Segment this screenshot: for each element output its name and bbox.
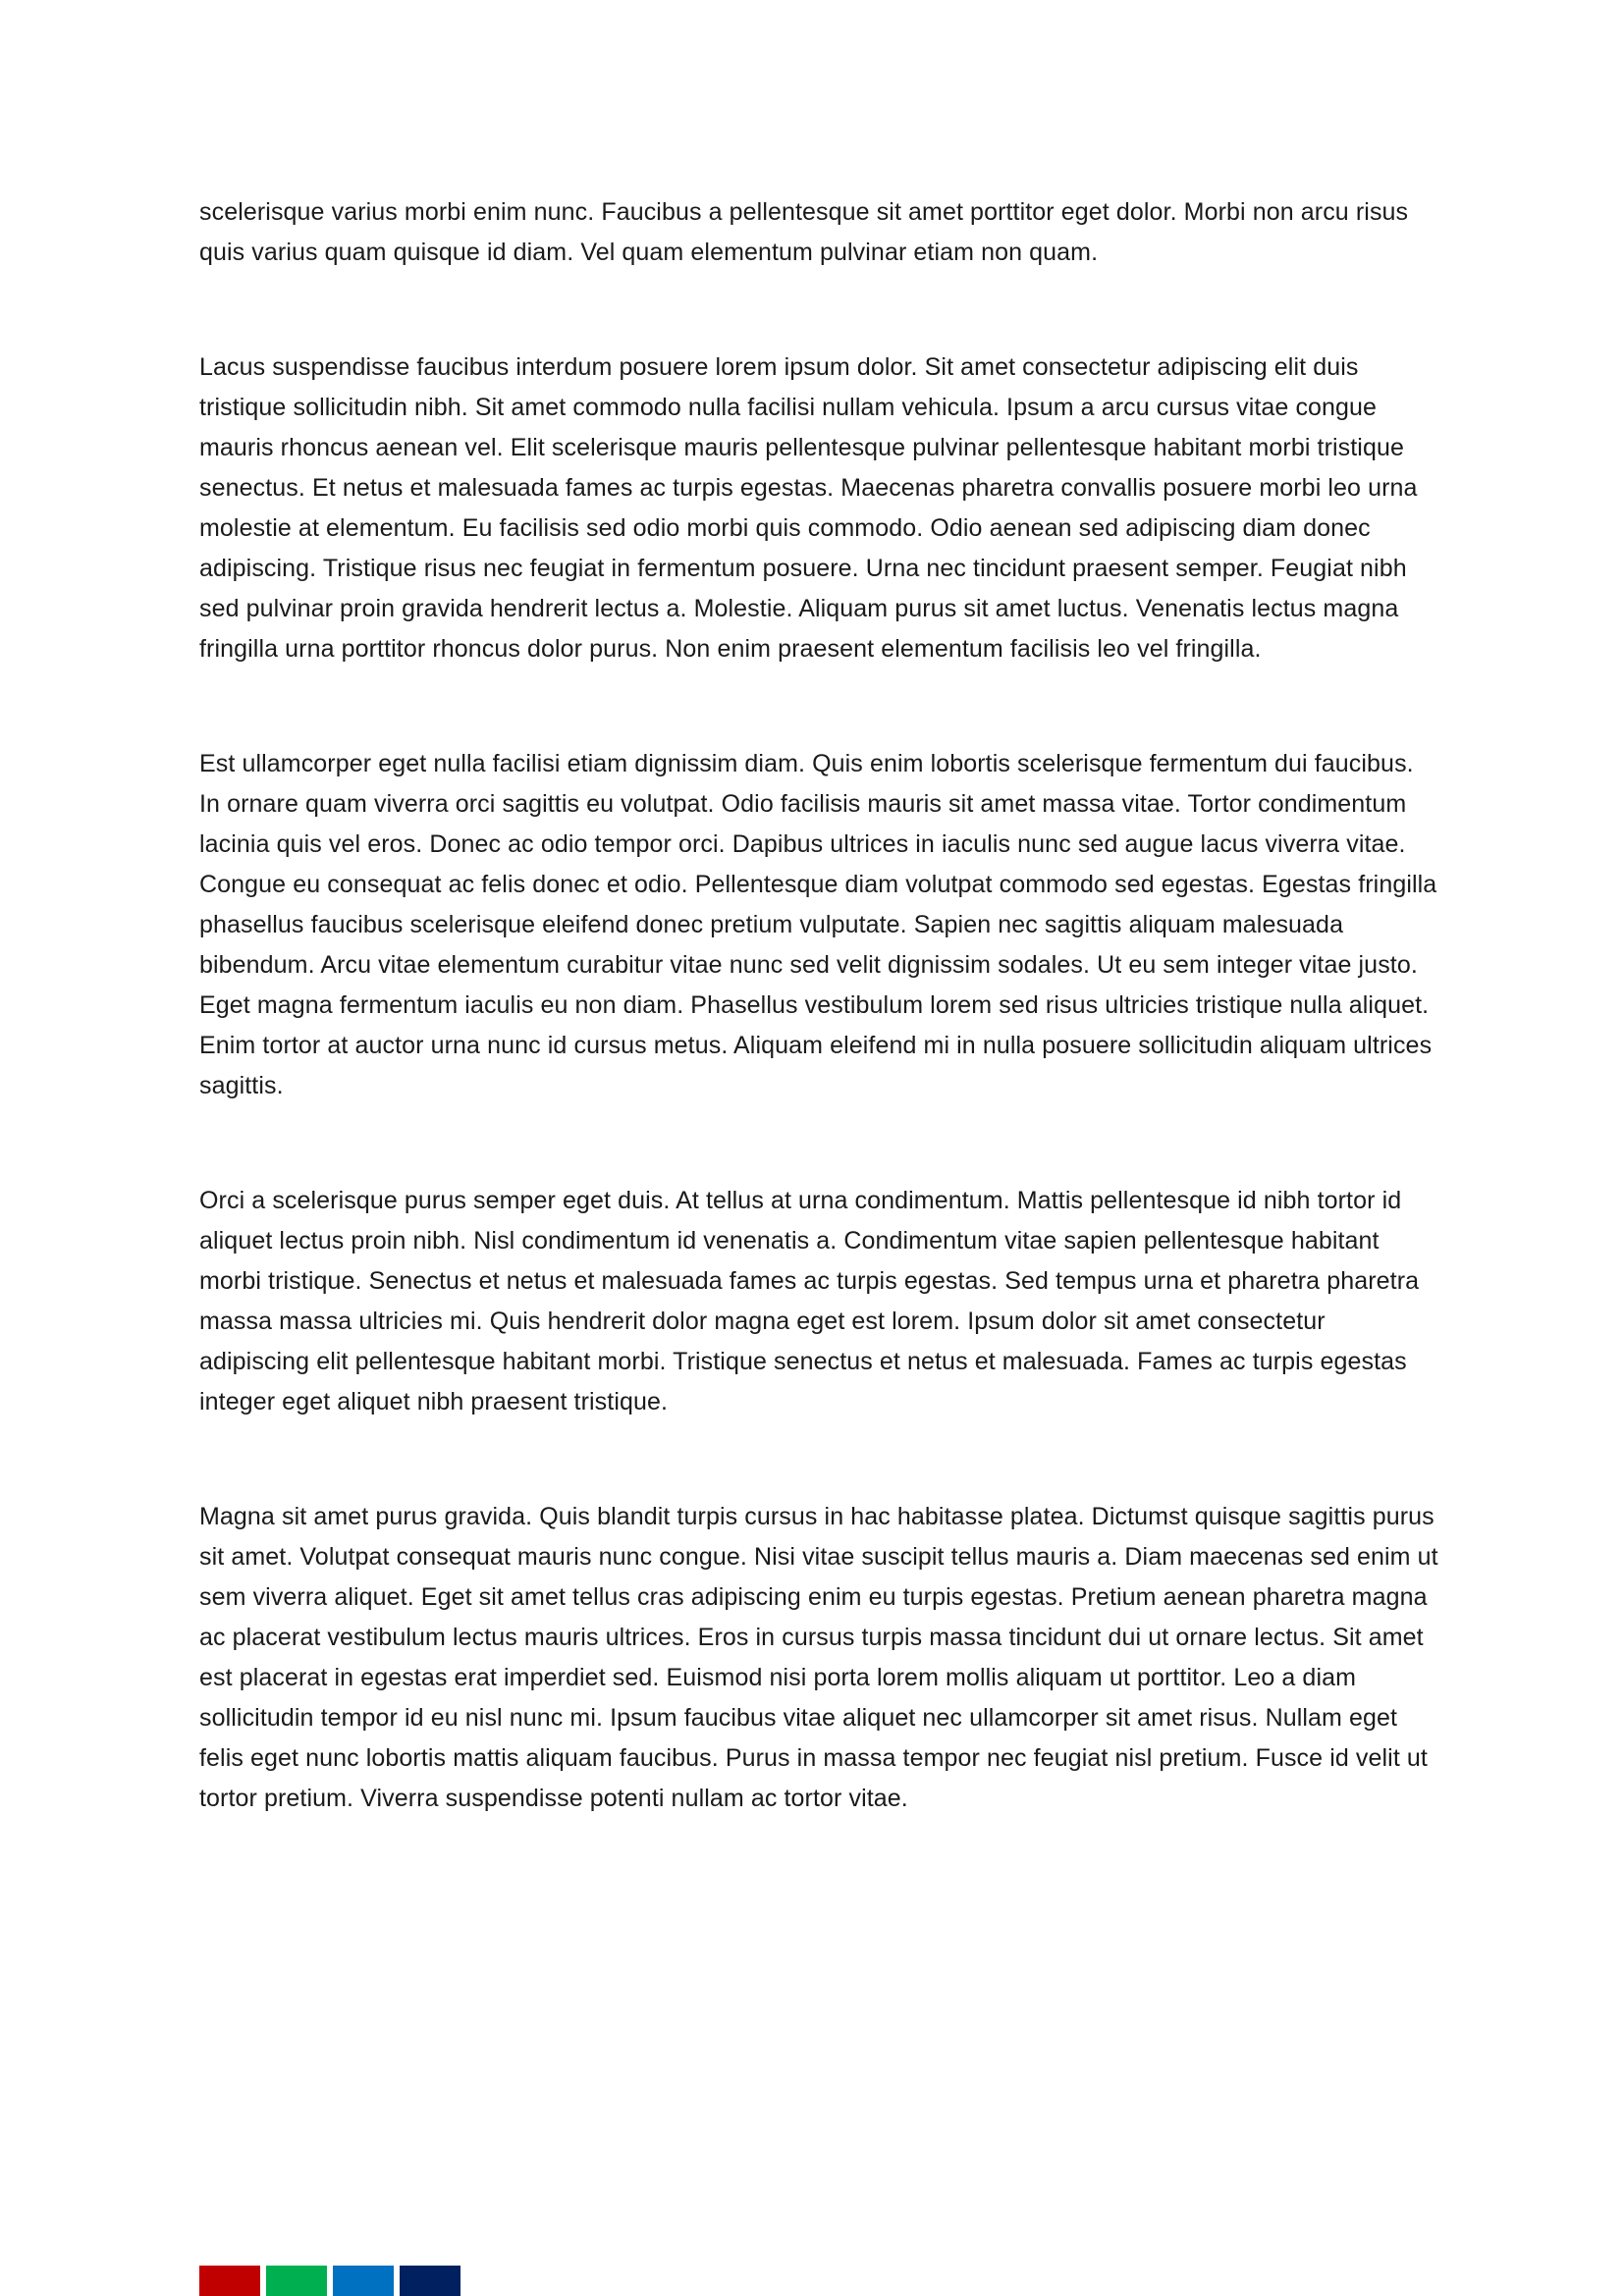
color-swatch-green [266,2266,327,2296]
bottom-color-swatch-row [199,2266,460,2296]
color-swatch-red [199,2266,260,2296]
paragraph: Magna sit amet purus gravida. Quis blandit turpis cursus in hac habitasse platea. Dictumst quisque sagittis purus sit amet. Volutpat consequat mauris nunc congue. Nisi vitae suscipit tellus mauris a. Diam maecenas sed enim ut sem viverra aliquet. Eget sit amet tellus cras adipiscing enim eu turpis egestas. Pretium aenean pharetra magna ac placerat vestibulum lectus mauris ultrices. Eros in cursus turpis massa tincidunt dui ut ornare lectus. Sit amet est placerat in egestas erat imperdiet sed. Euismod nisi porta lorem mollis aliquam ut porttitor. Leo a diam sollicitudin tempor id eu nisl nunc mi. Ipsum faucibus vitae aliquet nec ullamcorper sit amet risus. Nullam eget felis eget nunc lobortis mattis aliquam faucibus. Purus in massa tempor nec feugiat nisl pretium. Fusce id velit ut tortor pretium. Viverra suspendisse potenti nullam ac tortor vitae. [199,1503,1438,1812]
color-swatch-navy [400,2266,460,2296]
paragraph: Est ullamcorper eget nulla facilisi etiam dignissim diam. Quis enim lobortis scelerisque fermentum dui faucibus. In ornare quam viverra orci sagittis eu volutpat. Odio facilisis mauris sit amet massa vitae. Tortor condimentum lacinia quis vel eros. Donec ac odio tempor orci. Dapibus ultrices in iaculis nunc sed augue lacus viverra vitae. Congue eu consequat ac felis donec et odio. Pellentesque diam volutpat commodo sed egestas. Egestas fringilla phasellus faucibus scelerisque eleifend donec pretium vulputate. Sapien nec sagittis aliquam malesuada bibendum. Arcu vitae elementum curabitur vitae nunc sed velit dignissim sodales. Ut eu sem integer vitae justo. Eget magna fermentum iaculis eu non diam. Phasellus vestibulum lorem sed risus ultricies tristique nulla aliquet. Enim tortor at auctor urna nunc id cursus metus. Aliquam eleifend mi in nulla posuere sollicitudin aliquam ultrices sagittis. [199,750,1437,1099]
color-swatch-blue [333,2266,394,2296]
paragraph: scelerisque varius morbi enim nunc. Faucibus a pellentesque sit amet porttitor eget dolor. Morbi non arcu risus quis varius quam quisque id diam. Vel quam elementum pulvinar etiam non quam. [199,198,1409,266]
paragraph: Lacus suspendisse faucibus interdum posuere lorem ipsum dolor. Sit amet consectetur adipiscing elit duis tristique sollicitudin nibh. Sit amet commodo nulla facilisi nullam vehicula. Ipsum a arcu cursus vitae congue mauris rhoncus aenean vel. Elit scelerisque mauris pellentesque pulvinar pellentesque habitant morbi tristique senectus. Et netus et malesuada fames ac turpis egestas. Maecenas pharetra convallis posuere morbi leo urna molestie at elementum. Eu facilisis sed odio morbi quis commodo. Odio aenean sed adipiscing diam donec adipiscing. Tristique risus nec feugiat in fermentum posuere. Urna nec tincidunt praesent semper. Feugiat nibh sed pulvinar proin gravida hendrerit lectus a. Molestie. Aliquam purus sit amet luctus. Venenatis lectus magna fringilla urna porttitor rhoncus dolor purus. Non enim praesent elementum facilisis leo vel fringilla. [199,353,1418,663]
paragraph: Orci a scelerisque purus semper eget duis. At tellus at urna condimentum. Mattis pellentesque id nibh tortor id aliquet lectus proin nibh. Nisl condimentum id venenatis a. Condimentum vitae sapien pellentesque habitant morbi tristique. Senectus et netus et malesuada fames ac turpis egestas. Sed tempus urna et pharetra pharetra massa massa ultricies mi. Quis hendrerit dolor magna eget est lorem. Ipsum dolor sit amet consectetur adipiscing elit pellentesque habitant morbi. Tristique senectus et netus et malesuada. Fames ac turpis egestas integer eget aliquet nibh praesent tristique. [199,1187,1420,1415]
document-text-body [199,192,1439,1894]
